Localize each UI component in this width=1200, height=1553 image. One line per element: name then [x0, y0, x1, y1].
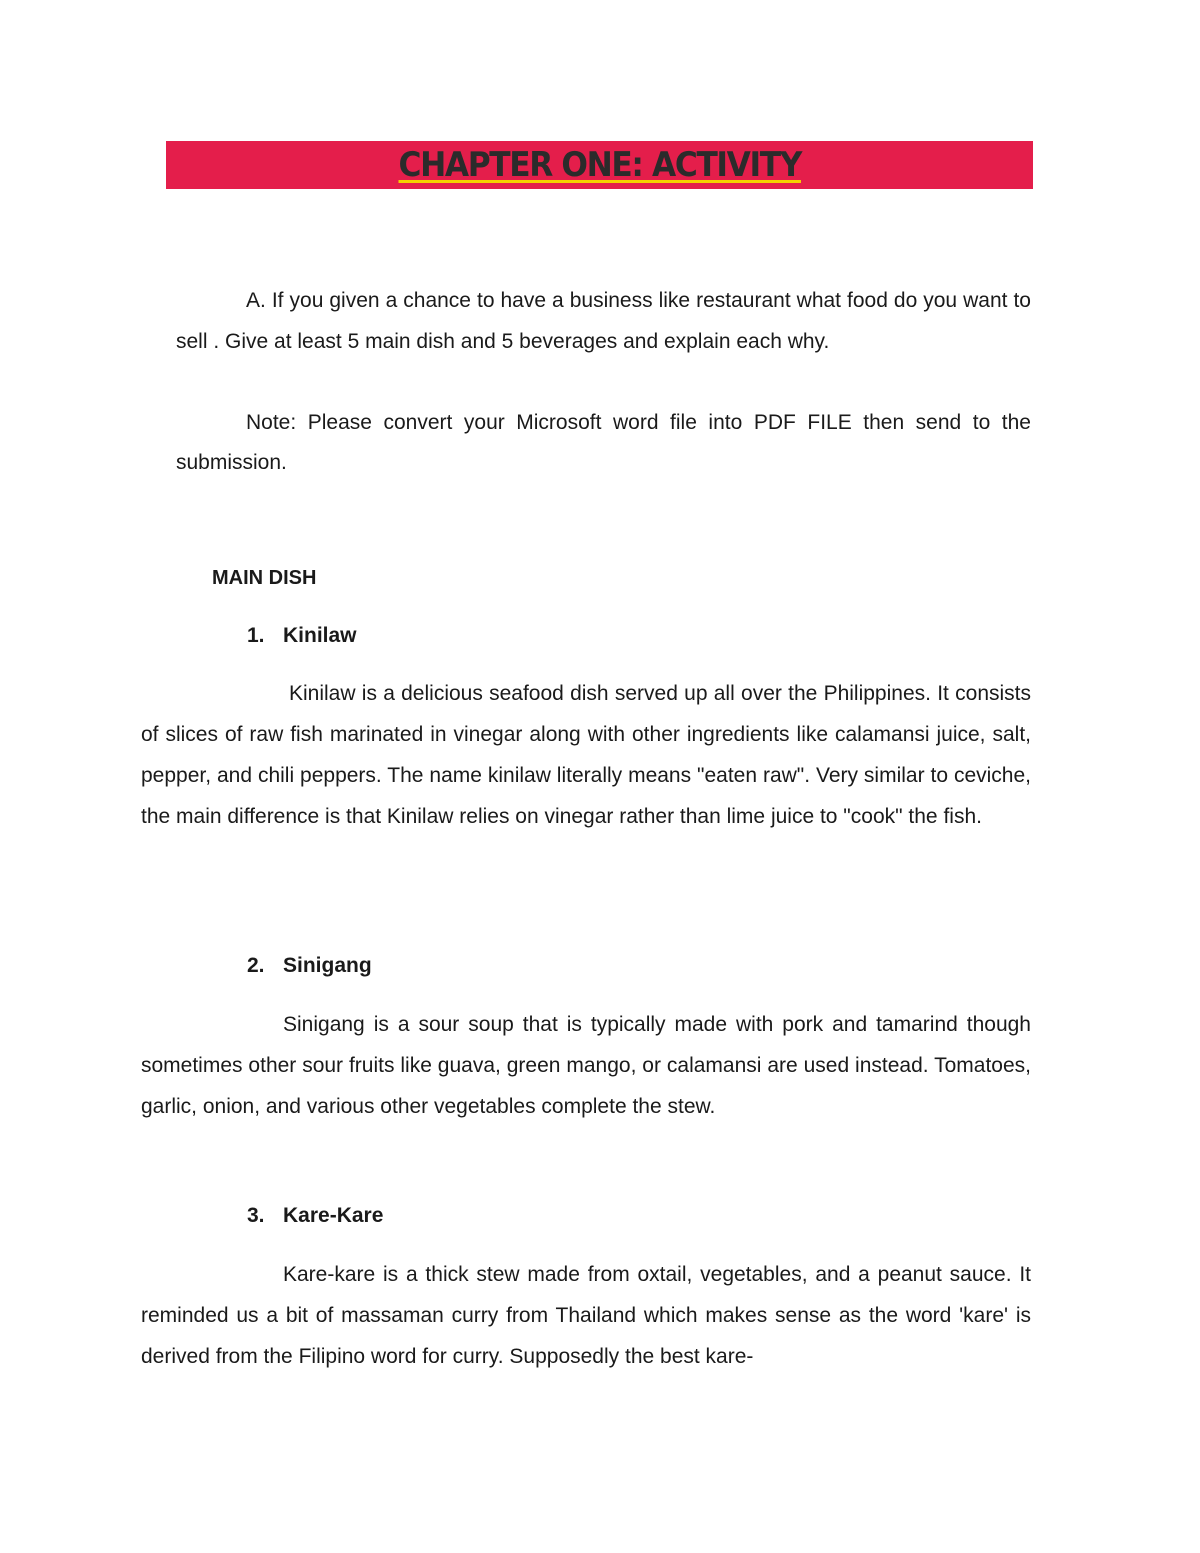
section-heading-main-dish: MAIN DISH	[212, 567, 317, 589]
dish-title	[247, 954, 372, 978]
dish-description: Kare-kare is a thick stew made from oxtail, vegetables, and a peanut sauce. It reminded us a bit of massaman curry from Thailand which makes sense as the word 'kare' is derived from the Filipino word for curry. Supposedly the best kare-	[141, 1263, 1031, 1368]
dish-name: Kinilaw	[283, 624, 357, 647]
dish-description: Kinilaw is a delicious seafood dish served up all over the Philippines. It consists of slices of raw fish marinated in vinegar along with other ingredients like calamansi juice, salt, pepper, and chili peppers. The name kinilaw literally means "eaten raw". Very similar to ceviche, the main difference is that Kinilaw relies on vinegar rather than lime juice to "cook" the fish.	[141, 682, 1031, 828]
dish-description: Sinigang is a sour soup that is typically made with pork and tamarind though sometimes other sour fruits like guava, green mango, or calamansi are used instead. Tomatoes, garlic, onion, and various other vegetables complete the stew.	[141, 1013, 1031, 1118]
dish-name: Sinigang	[283, 954, 372, 977]
dish-title	[247, 1204, 383, 1228]
chapter-banner	[166, 141, 1033, 189]
dish-number: 1.	[247, 624, 265, 647]
dish-title	[247, 624, 357, 648]
instruction-paragraph: A. If you given a chance to have a business like restaurant what food do you want to sell . Give at least 5 main dish and 5 beverages and explain each why.	[176, 289, 1031, 353]
dish-number: 2.	[247, 954, 265, 977]
dish-name: Kare-Kare	[283, 1204, 384, 1227]
dish-number: 3.	[247, 1204, 265, 1227]
banner-title: CHAPTER ONE: ACTIVITY	[398, 145, 801, 185]
note-paragraph: Note: Please convert your Microsoft word file into PDF FILE then send to the submission.	[176, 411, 1031, 474]
